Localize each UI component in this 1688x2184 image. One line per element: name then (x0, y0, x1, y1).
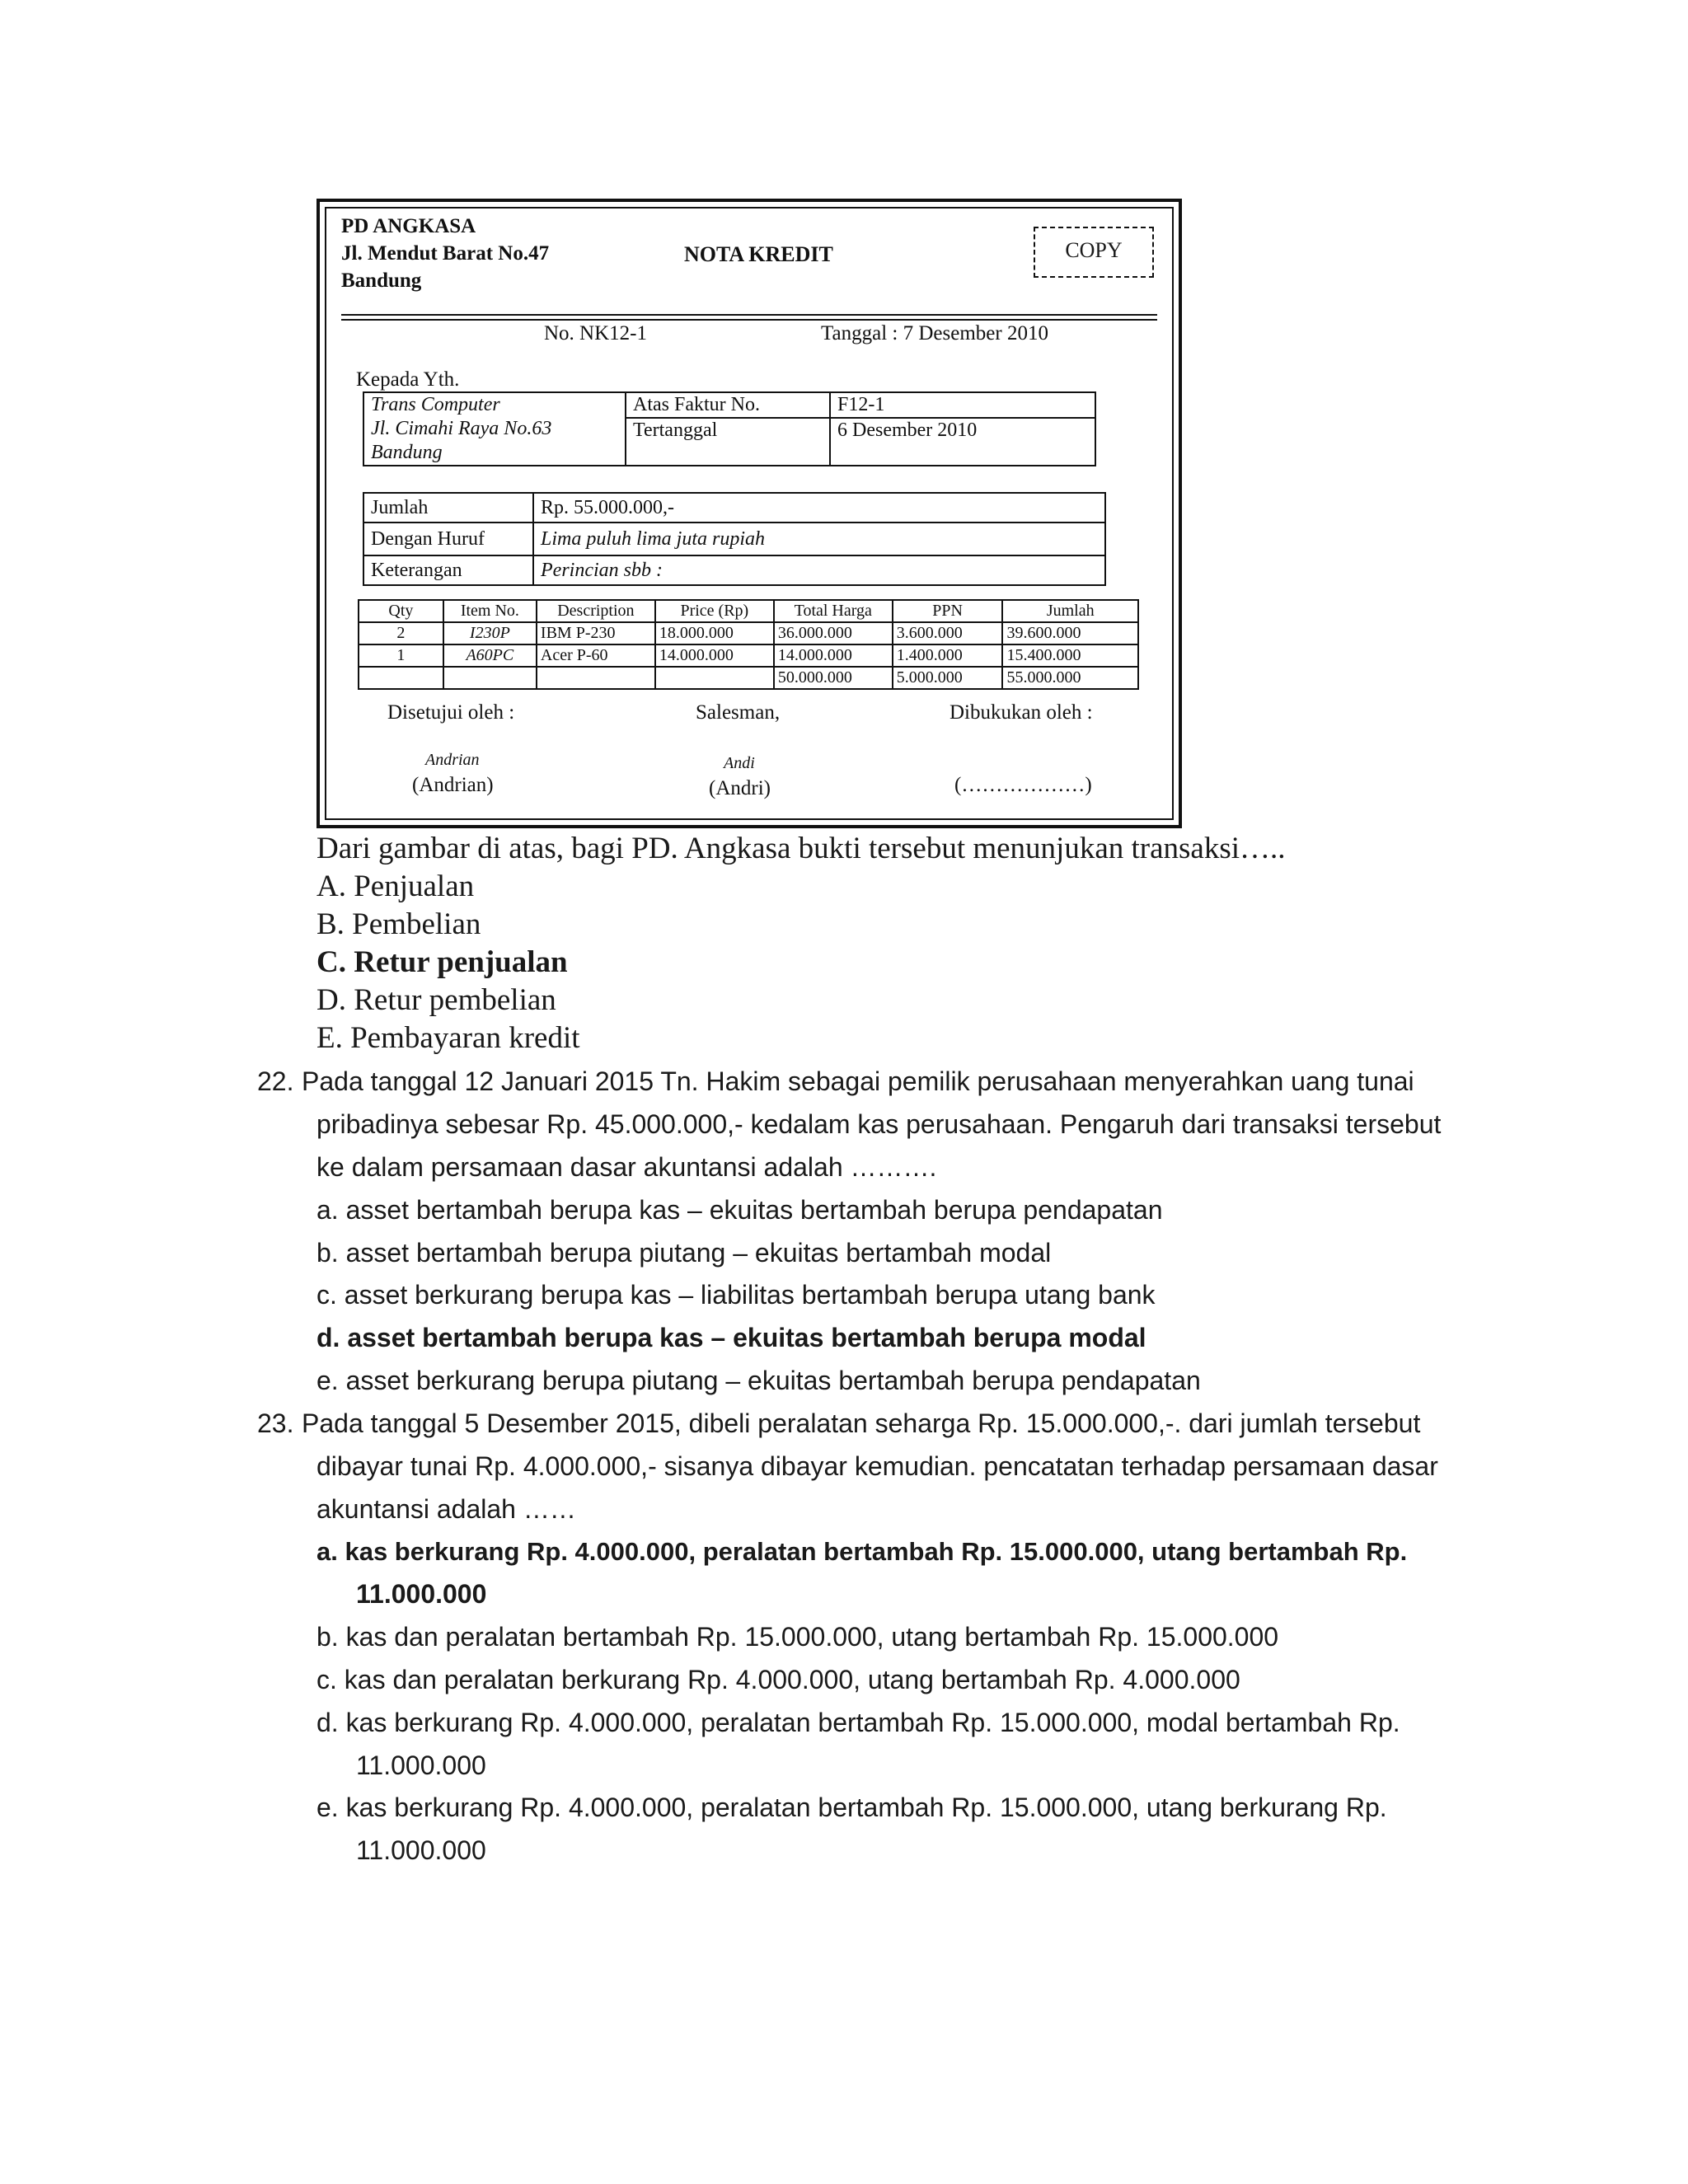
question-23-stem-line: akuntansi adalah …… (316, 1494, 576, 1524)
approved-by-label: Disetujui oleh : (387, 701, 515, 724)
question-23-option-c: c. kas dan peralatan berkurang Rp. 4.000.000, utang bertambah Rp. 4.000.000 (316, 1665, 1240, 1694)
question-21-option-d: D. Retur pembelian (316, 983, 556, 1017)
words-label: Dengan Huruf (363, 523, 533, 555)
column-header: Price (Rp) (655, 600, 774, 622)
column-header: Item No. (443, 600, 537, 622)
question-23-option-b: b. kas dan peralatan bertambah Rp. 15.000.000, utang bertambah Rp. 15.000.000 (316, 1622, 1279, 1652)
dated-value: 6 Desember 2010 (830, 418, 1095, 466)
items-header-row (359, 600, 1138, 622)
invoice-ref-value: F12-1 (830, 392, 1095, 418)
question-23-stem-line: dibayar tunai Rp. 4.000.000,- sisanya dibayar kemudian. pencatatan terhadap persamaan dasar (316, 1451, 1438, 1481)
question-23-option-a-answer: a. kas berkurang Rp. 4.000.000, peralatan bertambah Rp. 15.000.000, utang bertambah Rp. (316, 1537, 1408, 1566)
question-21-option-e: E. Pembayaran kredit (316, 1021, 580, 1055)
table-cell: A60PC (443, 644, 537, 667)
table-cell: 1 (359, 644, 443, 667)
table-cell: 14.000.000 (774, 644, 893, 667)
table-total-row (359, 667, 1138, 689)
copy-stamp: COPY (1034, 227, 1154, 278)
question-21-option-c-answer: C. Retur penjualan (316, 945, 568, 979)
salesman-label: Salesman, (696, 701, 781, 724)
table-cell (443, 667, 537, 689)
recipient-city: Bandung (371, 442, 443, 463)
table-cell: 50.000.000 (774, 667, 893, 689)
table-cell (537, 667, 655, 689)
amount-table (363, 492, 1106, 586)
column-header: Qty (359, 600, 443, 622)
question-22-stem-line: ke dalam persamaan dasar akuntansi adalah ………. (316, 1152, 937, 1182)
to-label: Kepada Yth. (356, 368, 460, 391)
question-22-option-c: c. asset berkurang berupa kas – liabilitas bertambah berupa utang bank (316, 1280, 1156, 1310)
question-22-option-b: b. asset bertambah berupa piutang – ekuitas bertambah modal (316, 1238, 1052, 1268)
header-rule-double (341, 319, 1157, 321)
question-22-option-e: e. asset berkurang berupa piutang – ekuitas bertambah berupa pendapatan (316, 1366, 1201, 1395)
items-table (358, 599, 1139, 690)
table-cell: 2 (359, 622, 443, 644)
company-address: Jl. Mendut Barat No.47 (341, 242, 550, 265)
approved-signature: Andrian (425, 751, 480, 769)
table-cell (655, 667, 774, 689)
amount-value: Rp. 55.000.000,- (533, 493, 1105, 523)
table-cell: 14.000.000 (655, 644, 774, 667)
table-cell: 15.400.000 (1002, 644, 1138, 667)
table-cell (359, 667, 443, 689)
question-22-option-d-answer: d. asset bertambah berupa kas – ekuitas bertambah berupa modal (316, 1323, 1146, 1352)
company-name: PD ANGKASA (341, 215, 476, 237)
question-23-option-a-continued: 11.000.000 (356, 1579, 487, 1609)
invoice-ref-label: Atas Faktur No. (626, 392, 830, 418)
question-23-option-e-continued: 11.000.000 (356, 1835, 486, 1865)
note-label: Keterangan (363, 555, 533, 585)
recipient-address: Jl. Cimahi Raya No.63 (371, 418, 552, 439)
recipient-name: Trans Computer (371, 394, 500, 415)
table-row (359, 644, 1138, 667)
question-23-option-d: d. kas berkurang Rp. 4.000.000, peralatan bertambah Rp. 15.000.000, modal bertambah Rp. (316, 1708, 1400, 1737)
credit-note-image (316, 199, 1182, 828)
document-title: NOTA KREDIT (684, 242, 833, 266)
question-23-stem-line: Pada tanggal 5 Desember 2015, dibeli peralatan seharga Rp. 15.000.000,-. dari jumlah tersebut (302, 1408, 1421, 1438)
table-cell: 3.600.000 (893, 622, 1003, 644)
company-city: Bandung (341, 269, 422, 292)
column-header: Total Harga (774, 600, 893, 622)
column-header: Description (537, 600, 655, 622)
booked-name: (………………) (954, 774, 1092, 796)
table-cell: 5.000.000 (893, 667, 1003, 689)
table-cell: I230P (443, 622, 537, 644)
table-cell: 55.000.000 (1002, 667, 1138, 689)
note-date: Tanggal : 7 Desember 2010 (821, 322, 1048, 344)
amount-label: Jumlah (363, 493, 533, 523)
table-row (359, 622, 1138, 644)
header-rule (341, 314, 1157, 316)
table-cell: 39.600.000 (1002, 622, 1138, 644)
question-22-number: 22. (257, 1066, 294, 1096)
question-22-option-a: a. asset bertambah berupa kas – ekuitas bertambah berupa pendapatan (316, 1195, 1163, 1225)
question-21-stem: Dari gambar di atas, bagi PD. Angkasa bukti tersebut menunjukan transaksi….. (316, 832, 1286, 865)
table-cell: 18.000.000 (655, 622, 774, 644)
booked-by-label: Dibukukan oleh : (950, 701, 1093, 724)
table-cell: 36.000.000 (774, 622, 893, 644)
salesman-name: (Andri) (709, 777, 771, 799)
question-22-stem-line: pribadinya sebesar Rp. 45.000.000,- kedalam kas perusahaan. Pengaruh dari transaksi tersebut (316, 1109, 1442, 1139)
question-21-option-b: B. Pembelian (316, 907, 481, 941)
table-cell: IBM P-230 (537, 622, 655, 644)
table-cell: Acer P-60 (537, 644, 655, 667)
salesman-signature: Andi (724, 754, 755, 772)
column-header: Jumlah (1002, 600, 1138, 622)
approved-name: (Andrian) (412, 774, 494, 796)
question-21-option-a: A. Penjualan (316, 869, 475, 903)
question-23-number: 23. (257, 1408, 294, 1438)
question-22-stem-line: Pada tanggal 12 Januari 2015 Tn. Hakim sebagai pemilik perusahaan menyerahkan uang tunai (302, 1066, 1414, 1096)
column-header: PPN (893, 600, 1003, 622)
note-number: No. NK12-1 (544, 322, 647, 344)
note-value: Perincian sbb : (533, 555, 1105, 585)
dated-label: Tertanggal (626, 418, 830, 466)
table-cell: 1.400.000 (893, 644, 1003, 667)
words-value: Lima puluh lima juta rupiah (533, 523, 1105, 555)
recipient-table (363, 391, 1096, 466)
question-23-option-d-continued: 11.000.000 (356, 1750, 486, 1780)
question-23-option-e: e. kas berkurang Rp. 4.000.000, peralatan bertambah Rp. 15.000.000, utang berkurang Rp. (316, 1793, 1387, 1822)
